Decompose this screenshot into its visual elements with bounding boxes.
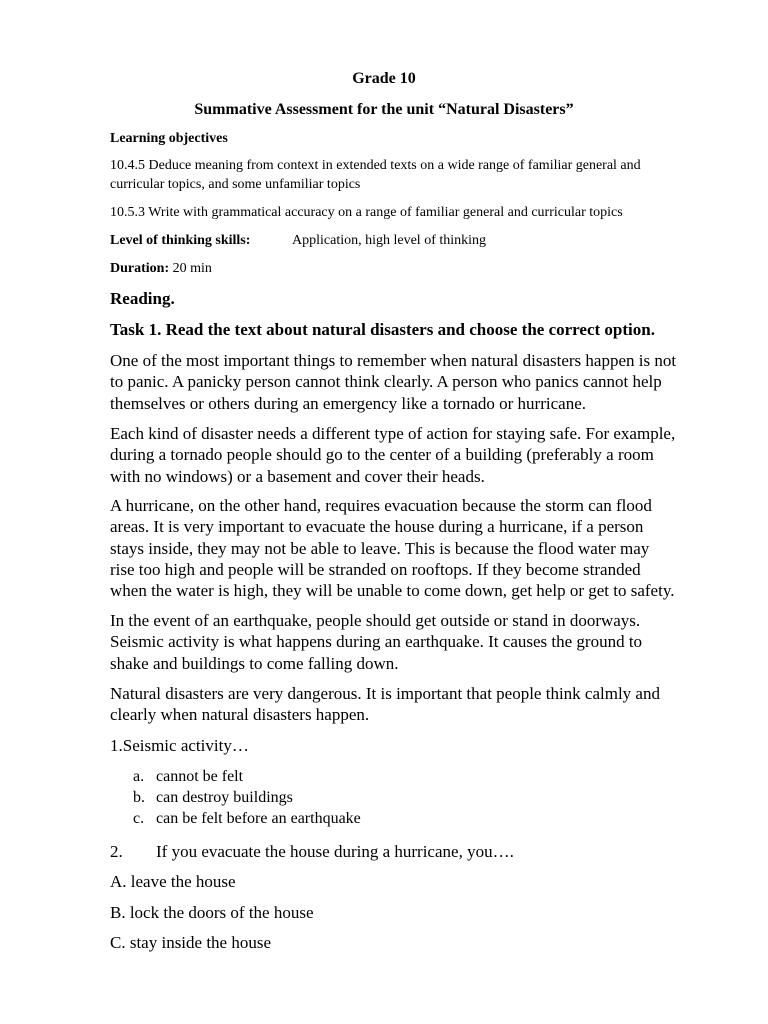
paragraph-line: when the water is high, they will be unable to come down, get help or get to safety. — [110, 581, 675, 601]
option-marker: b. — [133, 789, 145, 806]
paragraph-2 — [110, 423, 720, 487]
option-text: cannot be felt — [156, 768, 244, 785]
paragraph-line: stays inside, they may not be able to leave. This is because the flood water may — [110, 538, 650, 558]
assessment-title: Summative Assessment for the unit “Natural Disasters” — [194, 101, 574, 118]
paragraph-line: areas. It is very important to evacuate the house during a hurricane, if a person — [110, 517, 644, 537]
paragraph-line: rise too high and people will be stranded on rooftops. If they become stranded — [110, 559, 641, 579]
paragraph-line: shake and buildings to come falling down. — [110, 653, 399, 673]
option-text: can be felt before an earthquake — [156, 810, 361, 827]
objective-1-line-1: 10.4.5 Deduce meaning from context in extended texts on a wide range of familiar general and — [110, 158, 641, 173]
thinking-skills-label: Level of thinking skills: — [110, 233, 251, 248]
question-2-option: C. stay inside the house — [110, 933, 272, 952]
objective-2: 10.5.3 Write with grammatical accuracy on a range of familiar general and curricular topics — [110, 205, 623, 220]
question-2-number: 2. — [110, 842, 123, 861]
thinking-skills-row — [110, 232, 487, 250]
duration-value: 20 min — [172, 261, 212, 276]
option-text: can destroy buildings — [156, 789, 293, 806]
paragraph-line: Seismic activity is what happens during an earthquake. It causes the ground to — [110, 632, 643, 652]
paragraph-line: to panic. A panicky person cannot think clearly. A person who panics cannot help — [110, 372, 662, 392]
paragraph-line: during a tornado people should go to the center of a building (preferably a room — [110, 445, 654, 465]
paragraph-4 — [110, 610, 720, 674]
question-2-text: If you evacuate the house during a hurricane, you…. — [156, 842, 514, 861]
question-2-stem — [110, 841, 514, 862]
paragraph-line: Each kind of disaster needs a different type of action for staying safe. For example, — [110, 424, 676, 443]
thinking-skills-value: Application, high level of thinking — [292, 233, 487, 248]
paragraph-5 — [110, 683, 720, 726]
question-1-stem: 1.Seismic activity… — [110, 736, 249, 755]
paragraph-line: Natural disasters are very dangerous. It is important that people think calmly and — [110, 684, 660, 703]
option-marker: c. — [133, 810, 145, 827]
objective-1-line-2: curricular topics, and some unfamiliar topics — [110, 177, 361, 192]
reading-heading: Reading. — [110, 289, 175, 308]
paragraph-line: In the event of an earthquake, people should get outside or stand in doorways. — [110, 611, 641, 630]
question-2-option: B. lock the doors of the house — [110, 903, 314, 922]
duration-label: Duration: — [110, 261, 170, 276]
duration-row — [110, 260, 212, 278]
task-instruction: Task 1. Read the text about natural disasters and choose the correct option. — [110, 320, 655, 339]
question-2-option: A. leave the house — [110, 872, 236, 891]
paragraph-3 — [110, 495, 720, 601]
grade-heading: Grade 10 — [352, 70, 416, 87]
paragraph-line: clearly when natural disasters happen. — [110, 705, 370, 725]
paragraph-line: A hurricane, on the other hand, requires evacuation because the storm can flood — [110, 496, 652, 515]
paragraph-line: One of the most important things to remember when natural disasters happen is not — [110, 351, 677, 370]
paragraph-line: themselves or others during an emergency like a tornado or hurricane. — [110, 393, 586, 413]
paragraph-line: with no windows) or a basement and cover their heads. — [110, 466, 485, 486]
paragraph-1 — [110, 350, 720, 414]
objectives-heading: Learning objectives — [110, 131, 228, 146]
option-marker: a. — [133, 768, 145, 785]
